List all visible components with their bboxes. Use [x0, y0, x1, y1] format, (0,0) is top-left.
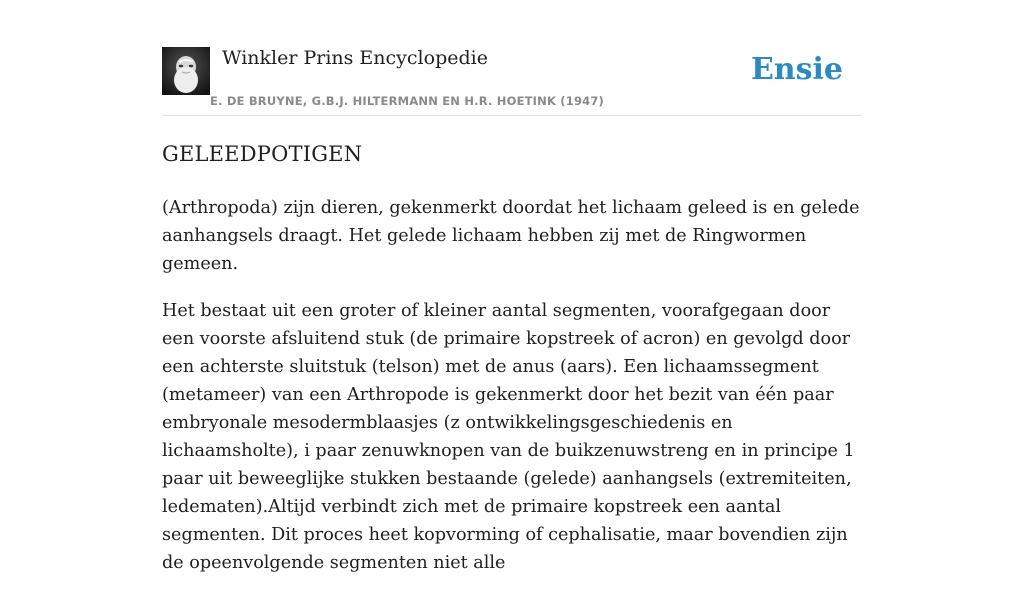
article-paragraph: (Arthropoda) zijn dieren, gekenmerkt doordat het lichaam geleed is en gelede aanhangsels draagt. Het gelede lichaam hebben zij met de Ringwormen gemeen.	[162, 198, 860, 274]
article-title: GELEEDPOTIGEN	[162, 142, 363, 166]
header	[162, 44, 862, 116]
author-avatar[interactable]	[162, 47, 210, 95]
article-paragraph: Het bestaat uit een groter of kleiner aantal segmenten, voorafgegaan door een voorste afsluitend stuk (de primaire kopstreek of acron) en gevolgd door een achterste sluitstuk (telson) met de anus (aars). Een lichaamssegment (metameer) van een Arthropode is gekenmerkt door het bezit van één paar embryonale mesodermblaasjes (z ontwikkelingsgeschiedenis en lichaamsholte), i paar zenuwknopen van de buikzenuwstreng en in principe 1 paar uit beweeglijke stukken bestaande (gelede) aanhangsels (extremiteiten, ledematen).Altijd verbindt zich met de primaire kopstreek een aantal segmenten. Dit proces heet kopvorming of cephalisatie, maar bovendien zijn de opeenvolgende segmenten niet alle	[162, 301, 855, 573]
publication-authors: E. DE BRUYNE, G.B.J. HILTERMANN EN H.R. HOETINK (1947)	[210, 94, 605, 108]
article	[162, 140, 864, 596]
publication-title[interactable]: Winkler Prins Encyclopedie	[222, 47, 488, 69]
brand-logo[interactable]: Ensie	[750, 52, 843, 87]
portrait-icon	[162, 47, 210, 95]
